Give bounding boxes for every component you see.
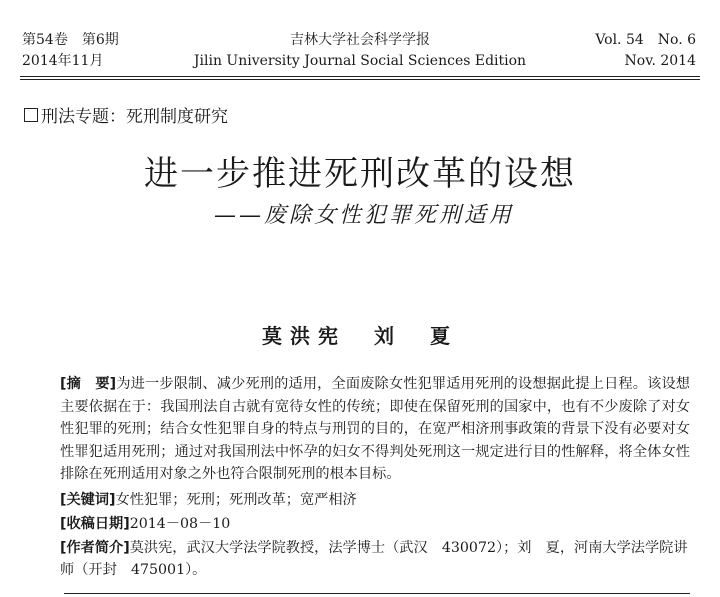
issue-date: 2014年11月 bbox=[22, 53, 104, 69]
volume-issue: 第54卷 第6期 bbox=[22, 32, 119, 48]
author-info bbox=[60, 537, 690, 581]
keywords-text: 女性犯罪；死刑；死刑改革；宽严相济 bbox=[115, 492, 357, 508]
author-info-text: 莫洪宪，武汉大学法学院教授，法学博士（武汉 430072）；刘 夏，河南大学法学院讲师（开封 475001）。 bbox=[60, 540, 688, 578]
volume-issue-en: Vol. 54 No. 6 bbox=[595, 32, 696, 48]
header-rule-2 bbox=[20, 79, 700, 80]
author-info-label: [作者简介] bbox=[60, 540, 130, 556]
received-date bbox=[60, 513, 690, 535]
section-label-text: 刑法专题：死刑制度研究 bbox=[41, 107, 228, 127]
issue-info-en bbox=[595, 30, 696, 72]
journal-name-en: Jilin University Journal Social Sciences Edition bbox=[193, 53, 527, 69]
bottom-rule bbox=[64, 593, 690, 594]
header-rule bbox=[20, 76, 700, 77]
journal-name-cn: 吉林大学社会科学学报 bbox=[290, 32, 430, 48]
keywords bbox=[60, 489, 690, 511]
abstract-text: 为进一步限制、减少死刑的适用，全面废除女性犯罪适用死刑的设想据此提上日程。该设想主要依据在于：我国刑法自古就有宽待女性的传统；即使在保留死刑的国家中，也有不少废除了对女性犯罪的死刑；结合女性犯罪自身的特点与刑罚的目的，在宽严相济刑事政策的背景下没有必要对女性罪犯适用死刑；通过对我国刑法中怀孕的妇女不得判处死刑这一规定进行目的性解释，将全体女性排除在死刑适用对象之外也符合限制死刑的根本目标。 bbox=[60, 376, 690, 482]
received-label: [收稿日期] bbox=[60, 516, 130, 532]
issue-date-en: Nov. 2014 bbox=[624, 53, 696, 69]
authors: 莫洪宪 刘 夏 bbox=[262, 324, 458, 348]
checkbox-square-icon bbox=[24, 108, 38, 122]
article-subtitle: ——废除女性犯罪死刑适用 bbox=[214, 203, 515, 228]
article-title: 进一步推进死刑改革的设想 bbox=[144, 154, 576, 194]
abstract bbox=[60, 373, 690, 486]
received-text: 2014－08－10 bbox=[129, 516, 231, 532]
keywords-label: [关键词] bbox=[60, 492, 116, 508]
section-label bbox=[24, 102, 228, 127]
abstract-label: [摘 要] bbox=[60, 376, 117, 392]
